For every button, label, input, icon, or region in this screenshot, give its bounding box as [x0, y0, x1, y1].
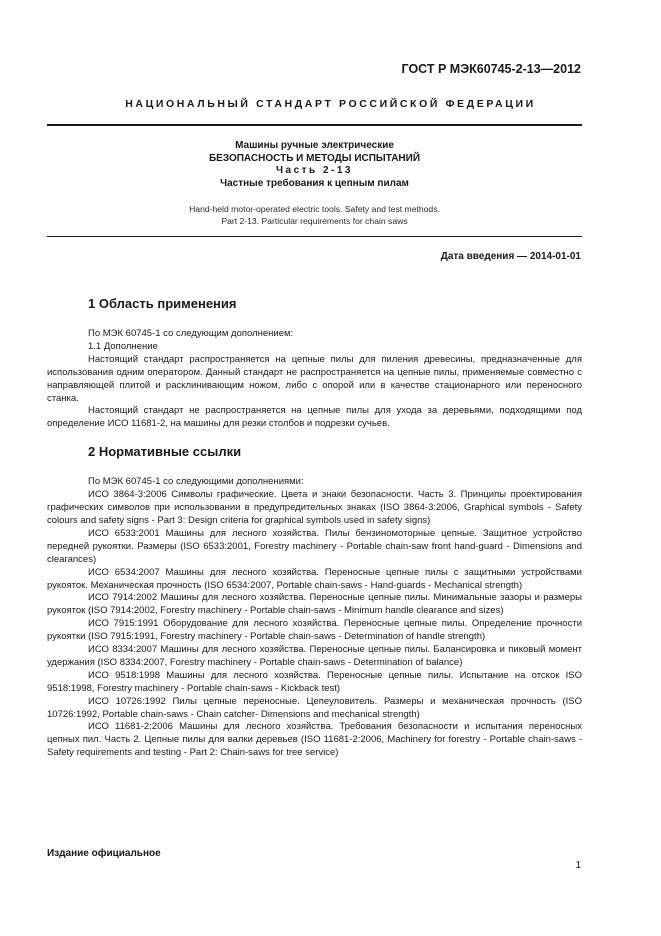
section-gap [47, 431, 582, 444]
reference-item: ИСО 6533:2001 Машины для лесного хозяйства. Пилы бензиномоторные цепные. Защитное устройство передней рукоятки. Размеры (ISO 6533:2001, Forestry machinery - Portable chain-saw front hand-guard - Dimensions and clearances) [47, 527, 582, 565]
paragraph: По МЭК 60745-1 со следующим дополнением: [88, 328, 294, 339]
document-code: ГОСТ Р МЭК60745-2-13—2012 [401, 62, 581, 76]
english-title-line-1: Hand-held motor-operated electric tools. Safety and test methods. [189, 204, 440, 214]
paragraph: Настоящий стандарт не распространяется на цепные пилы для ухода за деревьями, подходящими под определение ИСО 11681-2, на машины для резки столбов и подрезки сучьев. [47, 405, 582, 430]
title-line-2: БЕЗОПАСНОСТЬ И МЕТОДЫ ИСПЫТАНИЙ [208, 152, 421, 164]
reference-item: ИСО 11681-2:2006 Машины для лесного хозяйства. Требования безопасности и испытания переносных цепных пил. Часть 2. Цепные пилы для валки деревьев (ISO 11681-2:2006, Machinery for forestry - Portable chain-saws - Safety requirements and testing - Part 2: Chain-saws for tree service) [47, 721, 582, 759]
paragraph: 1.1 Дополнение [88, 340, 158, 352]
header-rule [47, 124, 582, 126]
title-block [47, 140, 582, 190]
section-scope [47, 296, 582, 431]
section-normative-references [47, 444, 582, 760]
title-line-1: Машины ручные электрические [235, 140, 394, 151]
reference-item: ИСО 10726:1992 Пилы цепные переносные. Цепеуловитель. Размеры и механическая прочность (ISO 10726:1992, Portable chain-saws - Chain catcher- Dimensions and mechanical strength) [47, 695, 582, 720]
section-heading: 2 Нормативные ссылки [88, 444, 242, 460]
title-line-4: Частные требования к цепным пилам [220, 177, 409, 189]
reference-item: ИСО 7914:2002 Машины для лесного хозяйства. Переносные цепные пилы. Минимальные зазоры и размеры рукояток (ISO 7914:2002, Forestry machinery - Portable chain-saws - Minimum handle clearance and sizes) [47, 592, 582, 617]
national-standard-heading: НАЦИОНАЛЬНЫЙ СТАНДАРТ РОССИЙСКОЙ ФЕДЕРАЦИИ [125, 98, 536, 110]
reference-item: ИСО 9518:1998 Машины для лесного хозяйства. Переносные цепные пилы. Испытание на отскок ISO 9518:1998, Forestry machinery - Portable chain-saws - Kickback test) [47, 669, 582, 694]
page-number: 1 [575, 860, 581, 871]
paragraph: Настоящий стандарт распространяется на цепные пилы для пиления древесины, предназначенные для использования одним оператором. Данный стандарт не распространяется на цепные пилы, применяемые совместно с направляющей плитой и расклинивающим ножом, либо с опорой или в качестве стационарного или переносного станка. [47, 353, 582, 404]
english-title [47, 204, 582, 227]
reference-item: ИСО 8334:2007 Машины для лесного хозяйства. Переносные цепные пилы. Балансировка и пиковый момент удержания (ISO 8334:2007, Forestry machinery - Portable chain-saws - Determination of balance) [47, 644, 582, 668]
introduction-date: Дата введения — 2014-01-01 [440, 251, 581, 262]
reference-item: ИСО 3864-3:2006 Символы графические. Цвета и знаки безопасности. Часть 3. Принципы проектирования графических символов при использовании в предупредительных знаках (ISO 3864-3:2006, Graphical symbols - Safety colours and safety signs - Part 3: Design criteria for graphical symbols used in safety signs) [47, 489, 582, 526]
reference-item: ИСО 7915:1991 Оборудование для лесного хозяйства. Переносные цепные пилы. Определение прочности рукоятки (ISO 7915:1991, Forestry machinery - Portable chain-saws - Determination of handle strength) [47, 618, 582, 643]
title-part: Часть 2-13 [276, 165, 353, 176]
reference-item: ИСО 6534:2007 Машины для лесного хозяйства. Переносные цепные пилы с защитными устройствами рукояток. Механическая прочность (ISO 6534:2007, Portable chain-saws - Hand-guards - Mechanical strength) [47, 566, 582, 591]
official-edition-label: Издание официальное [47, 848, 161, 859]
title-rule [47, 236, 582, 237]
document-body [47, 296, 582, 760]
paragraph: По МЭК 60745-1 со следующими дополнениями: [88, 476, 304, 488]
english-title-line-2: Part 2-13. Particular requirements for chain saws [221, 215, 408, 226]
section-heading: 1 Область применения [88, 296, 237, 311]
